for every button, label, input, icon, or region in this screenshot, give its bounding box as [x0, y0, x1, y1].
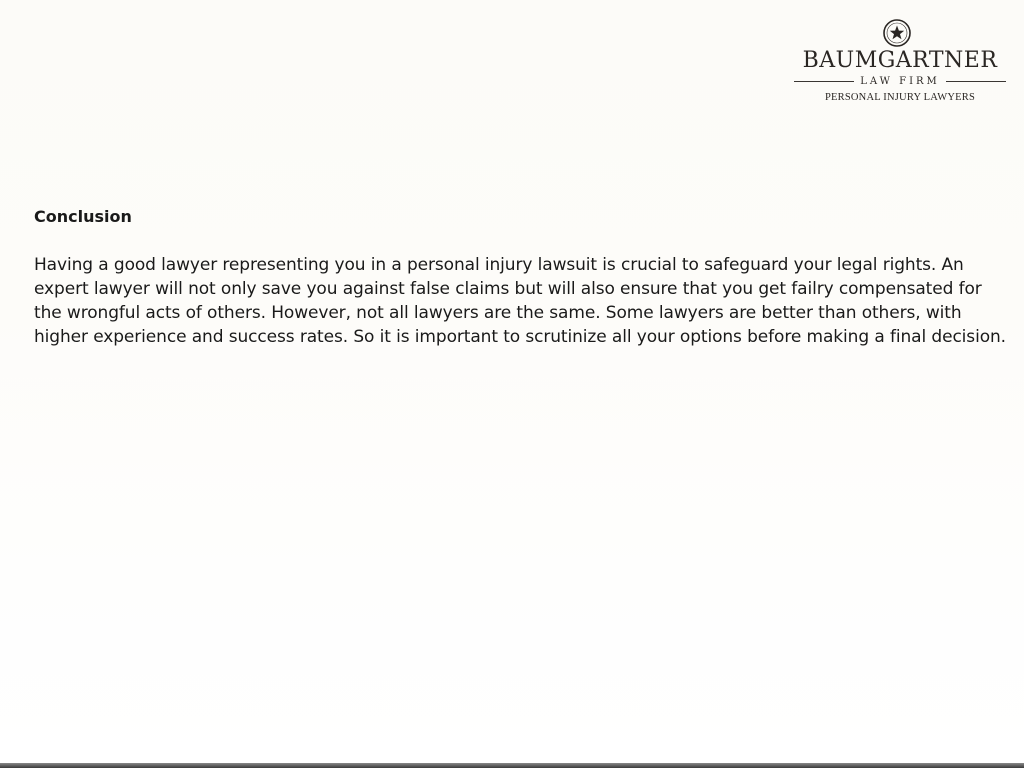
section-heading: Conclusion [34, 207, 132, 226]
body-paragraph: Having a good lawyer representing you in a personal injury lawsuit is crucial to safeguard your legal rights. An expert lawyer will not only save you against false claims but will also ensure that you get failry compensated for the wrongful acts of others. However, not all lawyers are the same. Some lawyers are better than others, with higher experience and success rates. So it is important to scrutinize all your options before making a final decision. [34, 255, 1006, 347]
logo-tagline: PERSONAL INJURY LAWYERS [825, 92, 975, 103]
star-circle-icon [882, 18, 912, 48]
logo-rule-left [794, 81, 854, 82]
logo-firm: LAW FIRM [860, 75, 940, 87]
bottom-bar [0, 763, 1024, 768]
logo-rule-right [946, 81, 1006, 82]
logo-firm-row [794, 74, 1006, 88]
firm-logo [790, 18, 1010, 110]
slide-content [34, 205, 1009, 349]
logo-name: BAUMGARTNER [802, 48, 998, 73]
